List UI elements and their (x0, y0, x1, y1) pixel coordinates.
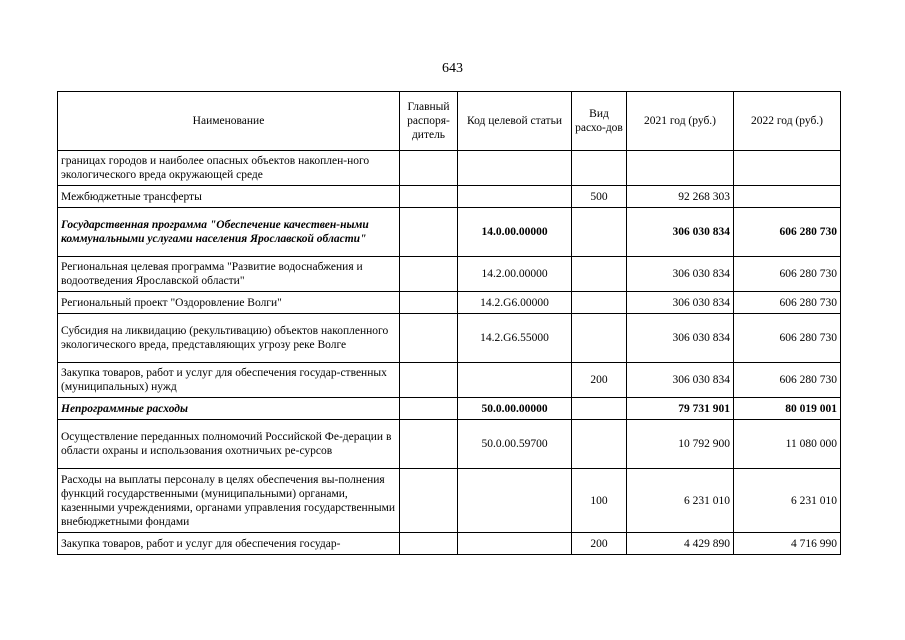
table-cell-2022: 606 280 730 (734, 363, 841, 398)
table-row (58, 420, 841, 469)
table-cell-manager (400, 314, 458, 363)
header-expense-type: Вид расхо-дов (572, 92, 627, 151)
table-cell-expense-type: 200 (572, 363, 627, 398)
table-body (58, 151, 841, 555)
table-cell-target-code (458, 533, 572, 555)
header-year-2021: 2021 год (руб.) (627, 92, 734, 151)
table-cell-expense-type: 100 (572, 469, 627, 533)
table-cell-name: Государственная программа "Обеспечение качествен-ными коммунальными услугами населения Ярославской области" (58, 208, 400, 257)
table-cell-target-code: 14.2.G6.55000 (458, 314, 572, 363)
table-cell-target-code: 14.2.G6.00000 (458, 292, 572, 314)
table-cell-2022: 606 280 730 (734, 257, 841, 292)
table-cell-manager (400, 151, 458, 186)
table-cell-2021: 79 731 901 (627, 398, 734, 420)
table-cell-manager (400, 208, 458, 257)
table-row (58, 292, 841, 314)
table-cell-2022: 606 280 730 (734, 208, 841, 257)
table-cell-2021: 10 792 900 (627, 420, 734, 469)
table-cell-2022 (734, 186, 841, 208)
table-cell-target-code (458, 363, 572, 398)
table-cell-target-code (458, 151, 572, 186)
table-cell-manager (400, 186, 458, 208)
table-cell-expense-type: 500 (572, 186, 627, 208)
table-cell-manager (400, 257, 458, 292)
table-cell-name: Региональная целевая программа "Развитие водоснабжения и водоотведения Ярославской области" (58, 257, 400, 292)
page-number: 643 (442, 61, 463, 76)
table-cell-expense-type (572, 257, 627, 292)
table-cell-name: Осуществление переданных полномочий Российской Фе-дерации в области охраны и использования охотничьих ре-сурсов (58, 420, 400, 469)
table-cell-expense-type (572, 314, 627, 363)
table-cell-2021: 4 429 890 (627, 533, 734, 555)
table-cell-target-code: 50.0.00.59700 (458, 420, 572, 469)
table-cell-2022 (734, 151, 841, 186)
table-cell-2022: 11 080 000 (734, 420, 841, 469)
table-cell-target-code: 14.2.00.00000 (458, 257, 572, 292)
table-cell-manager (400, 420, 458, 469)
table-row (58, 186, 841, 208)
table-cell-target-code (458, 186, 572, 208)
table-cell-2021: 306 030 834 (627, 257, 734, 292)
table-cell-2022: 4 716 990 (734, 533, 841, 555)
table-cell-2022: 606 280 730 (734, 314, 841, 363)
table-cell-name: Межбюджетные трансферты (58, 186, 400, 208)
table-cell-name: Расходы на выплаты персоналу в целях обеспечения вы-полнения функций государственными (муниципальными) органами, казенными учреждениями, органами управления государственными внебюджетными фондами (58, 469, 400, 533)
table-row (58, 363, 841, 398)
table-cell-expense-type (572, 420, 627, 469)
table-row (58, 398, 841, 420)
table-cell-target-code: 50.0.00.00000 (458, 398, 572, 420)
table-cell-manager (400, 398, 458, 420)
table-header-row (58, 92, 841, 151)
table-cell-target-code (458, 469, 572, 533)
table-row (58, 469, 841, 533)
table-cell-2021: 306 030 834 (627, 292, 734, 314)
table-cell-2021: 306 030 834 (627, 314, 734, 363)
table-cell-expense-type: 200 (572, 533, 627, 555)
table-row (58, 151, 841, 186)
table-cell-name: Закупка товаров, работ и услуг для обеспечения государ- (58, 533, 400, 555)
table-cell-manager (400, 533, 458, 555)
table-cell-target-code: 14.0.00.00000 (458, 208, 572, 257)
table-cell-2022: 606 280 730 (734, 292, 841, 314)
header-manager: Главный распоря-дитель (400, 92, 458, 151)
table-row (58, 208, 841, 257)
table-cell-2021 (627, 151, 734, 186)
table-cell-expense-type (572, 292, 627, 314)
table-cell-name: Региональный проект "Оздоровление Волги" (58, 292, 400, 314)
header-target-code: Код целевой статьи (458, 92, 572, 151)
table-cell-expense-type (572, 398, 627, 420)
table-cell-name: Закупка товаров, работ и услуг для обеспечения государ-ственных (муниципальных) нужд (58, 363, 400, 398)
table-row (58, 314, 841, 363)
table-cell-2022: 6 231 010 (734, 469, 841, 533)
table-cell-2021: 6 231 010 (627, 469, 734, 533)
table-cell-name: границах городов и наиболее опасных объектов накоплен-ного экологического вреда окружающей среде (58, 151, 400, 186)
table-cell-manager (400, 292, 458, 314)
table-cell-2021: 306 030 834 (627, 208, 734, 257)
table-cell-2021: 306 030 834 (627, 363, 734, 398)
table-row (58, 533, 841, 555)
table-cell-expense-type (572, 151, 627, 186)
table-cell-expense-type (572, 208, 627, 257)
table-cell-name: Непрограммные расходы (58, 398, 400, 420)
budget-table (57, 91, 841, 555)
table-cell-2021: 92 268 303 (627, 186, 734, 208)
table-cell-2022: 80 019 001 (734, 398, 841, 420)
table-cell-manager (400, 469, 458, 533)
table-cell-manager (400, 363, 458, 398)
table-row (58, 257, 841, 292)
header-name: Наименование (58, 92, 400, 151)
table-cell-name: Субсидия на ликвидацию (рекультивацию) объектов накопленного экологического вреда, представляющих угрозу реке Волге (58, 314, 400, 363)
header-year-2022: 2022 год (руб.) (734, 92, 841, 151)
